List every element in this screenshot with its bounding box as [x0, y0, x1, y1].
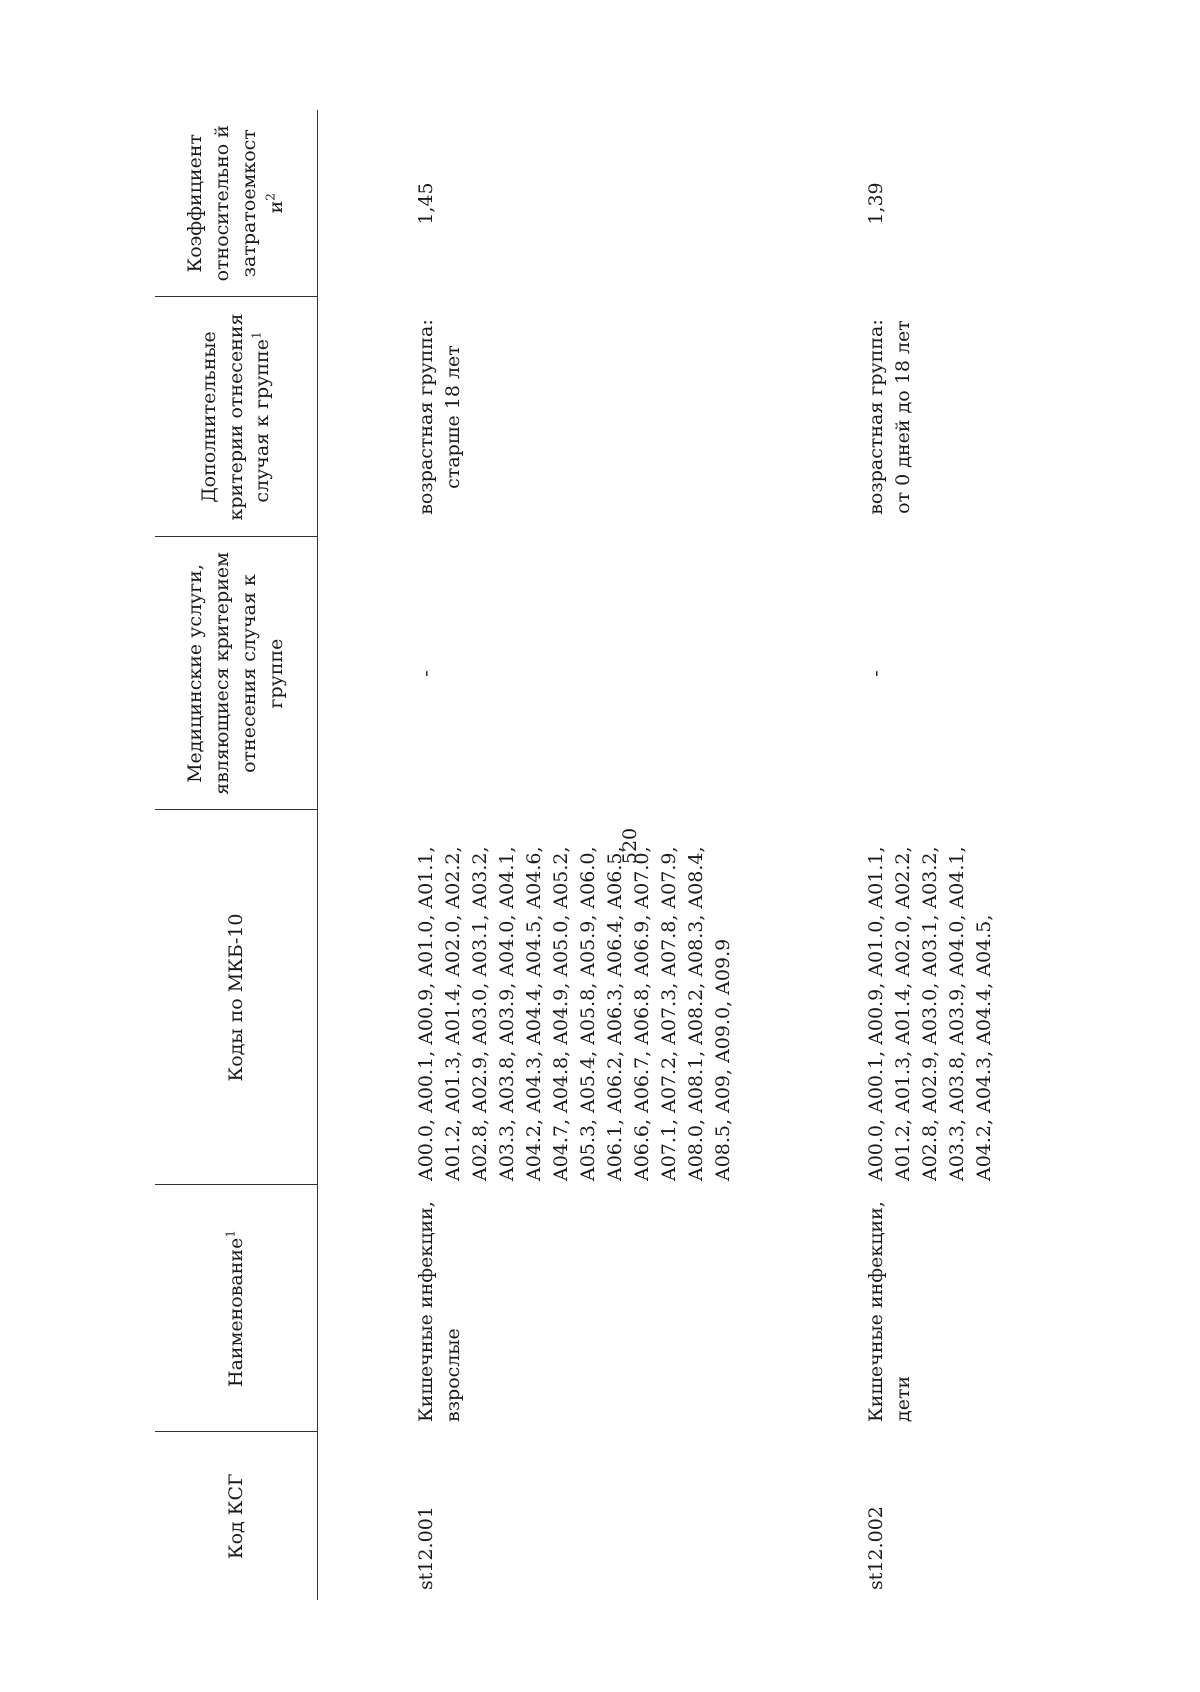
ksg-table [155, 110, 998, 1600]
page-number: 520 [619, 827, 641, 865]
name-cell: Кишечные инфекции, дети [865, 1201, 914, 1422]
ksg-code-cell: st12.002 [865, 1506, 887, 1590]
rotated-document [155, 110, 1155, 1600]
header-mkb-codes: Коды по МКБ-10 [155, 810, 318, 1185]
name-cell: Кишечные инфекции, взрослые [415, 1201, 464, 1422]
header-medical-services: Медицинские услуги, являющиеся критерием отнесения случая к группе [155, 537, 318, 810]
table-header-row [155, 110, 318, 1600]
coefficient-cell: 1,45 [415, 182, 437, 225]
mkb-codes-cell: A00.0, A00.1, A00.9, A01.0, A01.1, A01.2, A01.3, A01.4, A02.0, A02.2, A02.8, A02.9, A03.0, A03.1, A03.2, A03.3, A03.8, A03.9, A04.0, A04.1, A04.2, A04.3, A04.4, A04.5, [865, 846, 995, 1181]
header-ksg-code: Код КСГ [155, 1432, 318, 1600]
header-additional-criteria: Дополнительные критерии отнесения случая к группе$^1$ [155, 297, 318, 537]
table-row [318, 110, 824, 1600]
criteria-cell: возрастная группа: от 0 дней до 18 лет [865, 319, 914, 515]
header-name: Наименование$^1$ [155, 1185, 318, 1432]
services-cell: - [865, 670, 887, 677]
coefficient-cell: 1,39 [865, 182, 887, 225]
header-cost-coefficient: Коэффициент относительно й затратоемкост $и^2$ [155, 110, 318, 297]
services-cell: - [415, 670, 437, 677]
mkb-codes-cell: A00.0, A00.1, A00.9, A01.0, A01.1, A01.2, A01.3, A01.4, A02.0, A02.2, A02.8, A02.9, A03.0, A03.1, A03.2, A03.3, A03.8, A03.9, A04.0, A04.1, A04.2, A04.3, A04.4, A04.5, A04.6, A04.7, A04.8, A04.9, A05.0, A05.2, A05.3, A05.4, A05.8, A05.9, A06.0, A06.1, A06.2, A06.3, A06.4, A06.5, A06.6, A06.7, A06.8, A06.9, A07.0, A07.1, A07.2, A07.3, A07.8, A07.9, A08.0, A08.1, A08.2, A08.3, A08.4, A08.5, A09, A09.0, A09.9 [415, 846, 734, 1181]
ksg-code-cell: st12.001 [415, 1506, 437, 1590]
table-row [823, 110, 998, 1600]
criteria-cell: возрастная группа: старше 18 лет [415, 319, 464, 515]
